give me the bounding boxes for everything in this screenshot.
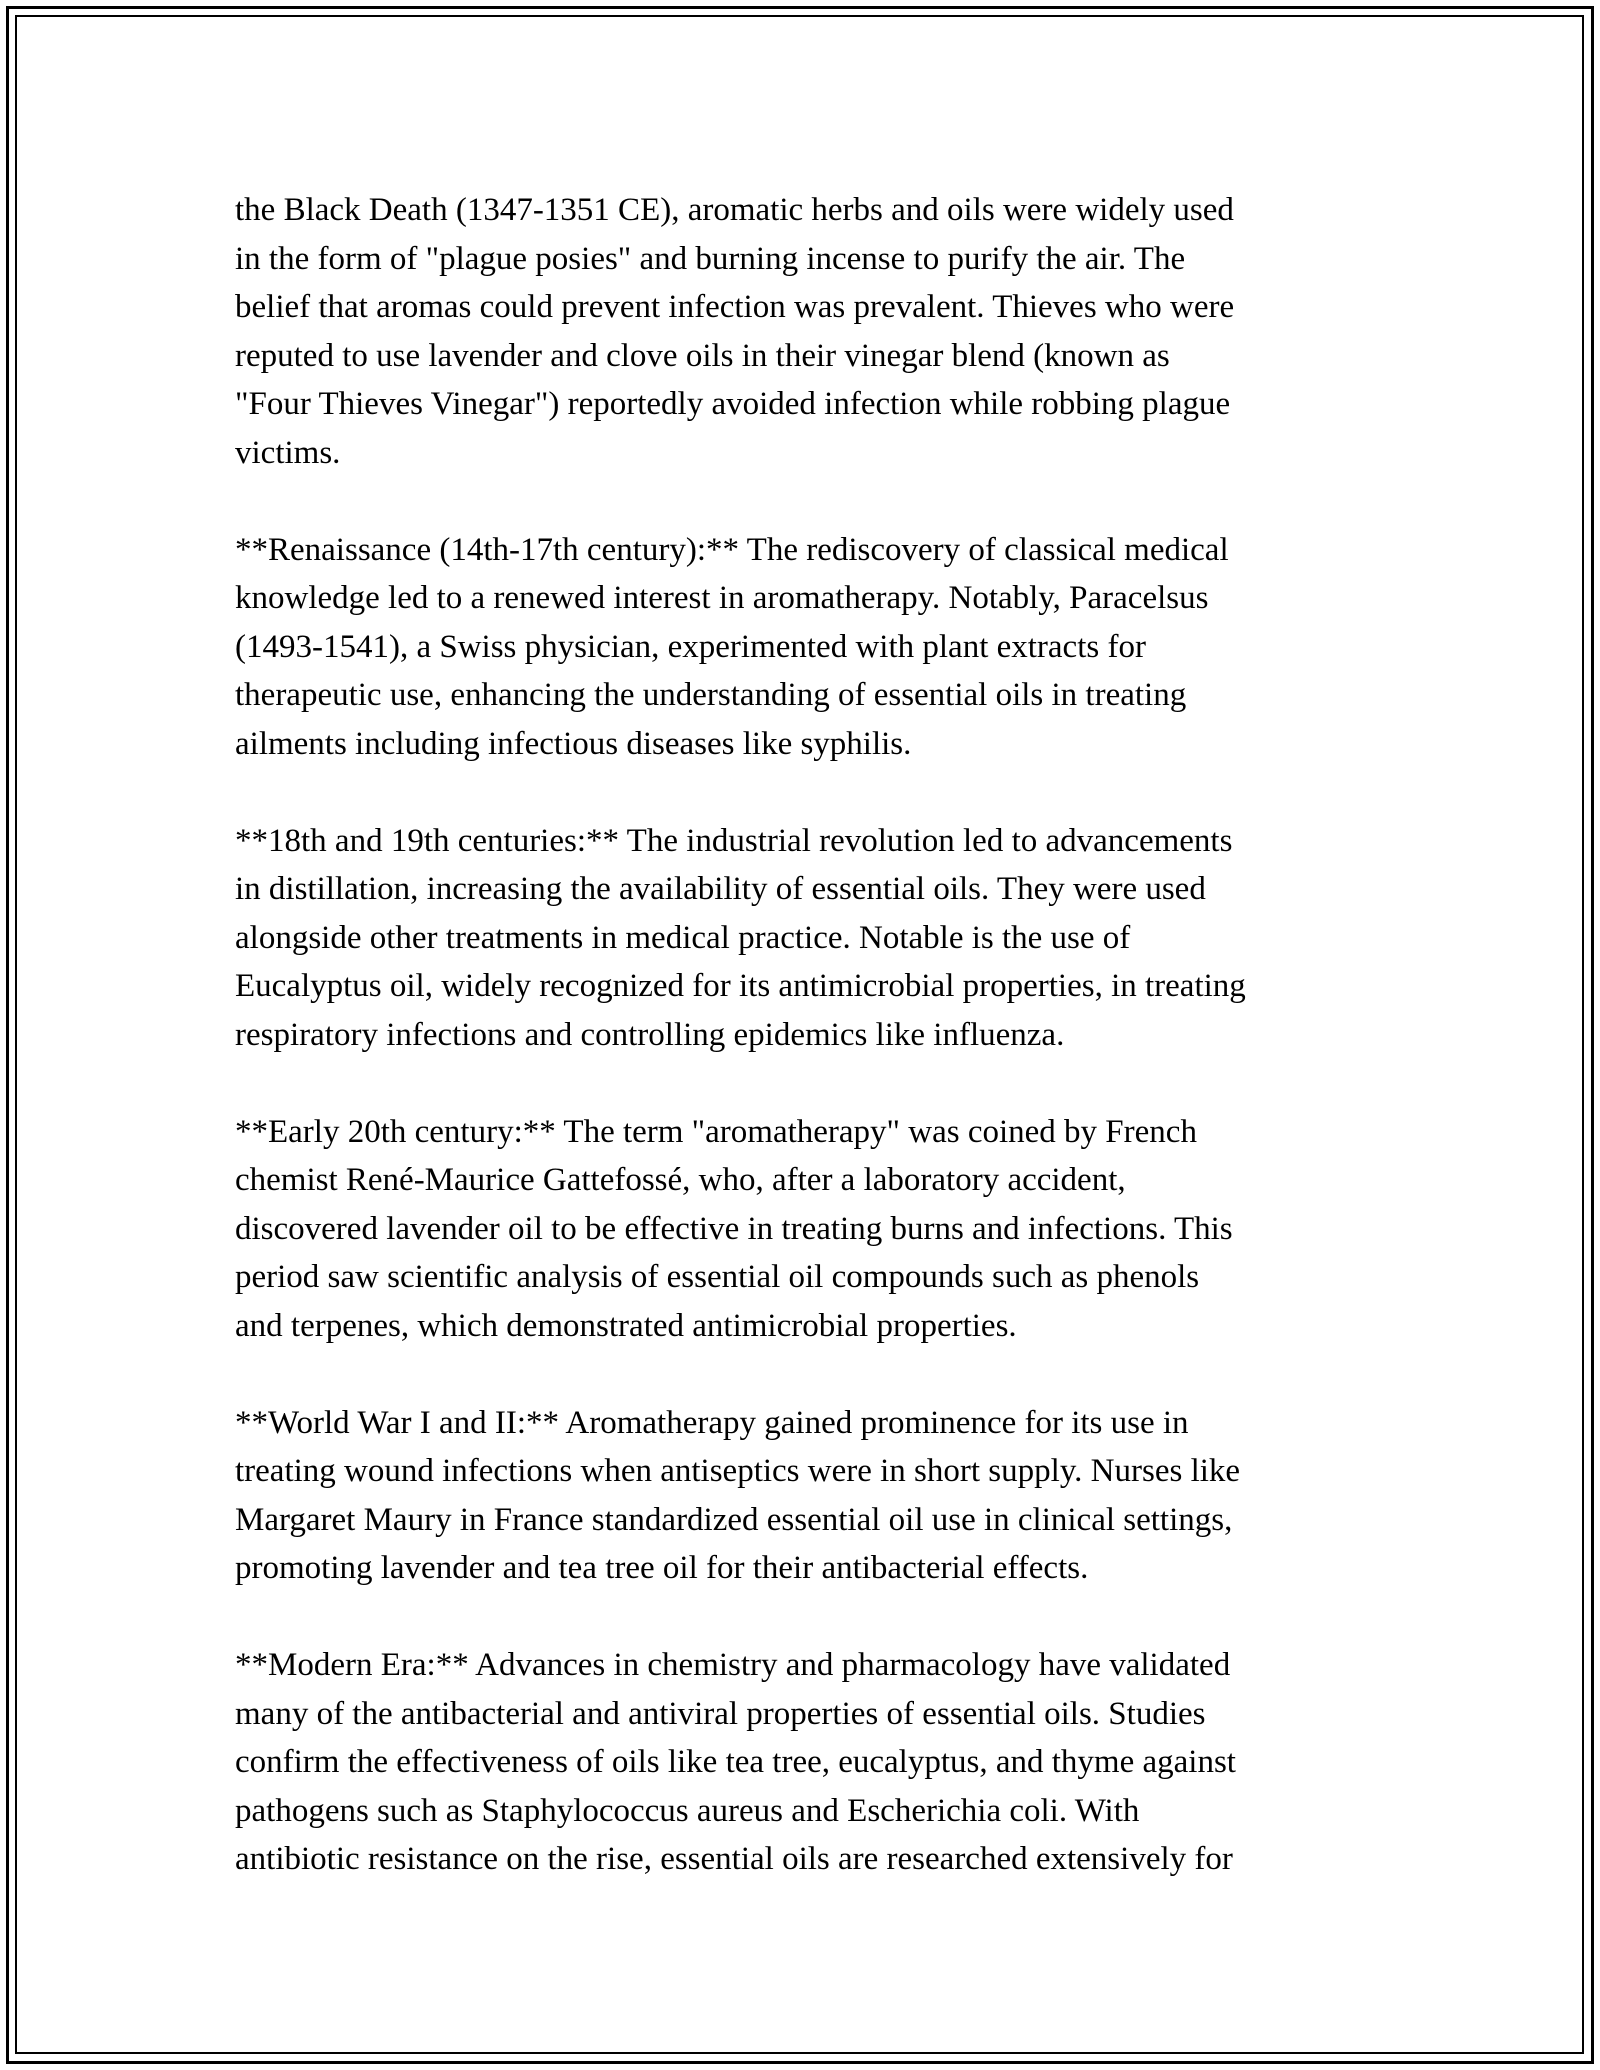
text-line: **Early 20th century:** The term "aromatherapy" was coined by French <box>235 1113 1197 1150</box>
text-line: Margaret Maury in France standardized essential oil use in clinical settings, <box>235 1501 1233 1538</box>
text-line: chemist René-Maurice Gattefossé, who, after a laboratory accident, <box>235 1162 1126 1198</box>
document-body <box>235 186 1375 1932</box>
text-line: **Modern Era:** Advances in chemistry and pharmacology have validated <box>235 1647 1231 1683</box>
text-line: therapeutic use, enhancing the understanding of essential oils in treating <box>235 677 1187 713</box>
text-line: the Black Death (1347-1351 CE), aromatic herbs and oils were widely used <box>235 192 1234 228</box>
text-line: ailments including infectious diseases like syphilis. <box>235 725 912 762</box>
text-line: pathogens such as Staphylococcus aureus and Escherichia coli. With <box>235 1792 1140 1829</box>
text-line: knowledge led to a renewed interest in aromatherapy. Notably, Paracelsus <box>235 580 1209 616</box>
text-line: "Four Thieves Vinegar") reportedly avoided infection while robbing plague <box>235 386 1231 422</box>
text-line: Eucalyptus oil, widely recognized for its antimicrobial properties, in treating <box>235 968 1246 1004</box>
paragraph <box>235 186 1375 477</box>
paragraph <box>235 1108 1375 1351</box>
text-line: (1493-1541), a Swiss physician, experimented with plant extracts for <box>235 628 1146 665</box>
text-line: belief that aromas could prevent infection was prevalent. Thieves who were <box>235 289 1235 325</box>
text-line: alongside other treatments in medical practice. Notable is the use of <box>235 919 1131 956</box>
text-line: and terpenes, which demonstrated antimicrobial properties. <box>235 1307 1017 1344</box>
text-line: victims. <box>235 434 341 471</box>
text-line: respiratory infections and controlling epidemics like influenza. <box>235 1016 1065 1053</box>
text-line: **Renaissance (14th-17th century):** The rediscovery of classical medical <box>235 531 1229 568</box>
text-line: **World War I and II:** Aromatherapy gained prominence for its use in <box>235 1404 1189 1441</box>
text-line: **18th and 19th centuries:** The industrial revolution led to advancements <box>235 822 1233 859</box>
text-line: in distillation, increasing the availability of essential oils. They were used <box>235 871 1206 907</box>
paragraph <box>235 1641 1375 1884</box>
text-line: discovered lavender oil to be effective in treating burns and infections. This <box>235 1210 1233 1247</box>
text-line: antibiotic resistance on the rise, essential oils are researched extensively for <box>235 1841 1233 1877</box>
paragraph <box>235 817 1375 1060</box>
paragraph <box>235 526 1375 769</box>
text-line: treating wound infections when antiseptics were in short supply. Nurses like <box>235 1453 1241 1489</box>
text-line: period saw scientific analysis of essential oil compounds such as phenols <box>235 1259 1200 1295</box>
text-line: in the form of "plague posies" and burning incense to purify the air. The <box>235 240 1186 277</box>
paragraph <box>235 1399 1375 1593</box>
text-line: reputed to use lavender and clove oils in their vinegar blend (known as <box>235 337 1170 374</box>
text-line: promoting lavender and tea tree oil for their antibacterial effects. <box>235 1550 1089 1586</box>
text-line: many of the antibacterial and antiviral properties of essential oils. Studies <box>235 1695 1206 1732</box>
text-line: confirm the effectiveness of oils like tea tree, eucalyptus, and thyme against <box>235 1744 1236 1780</box>
